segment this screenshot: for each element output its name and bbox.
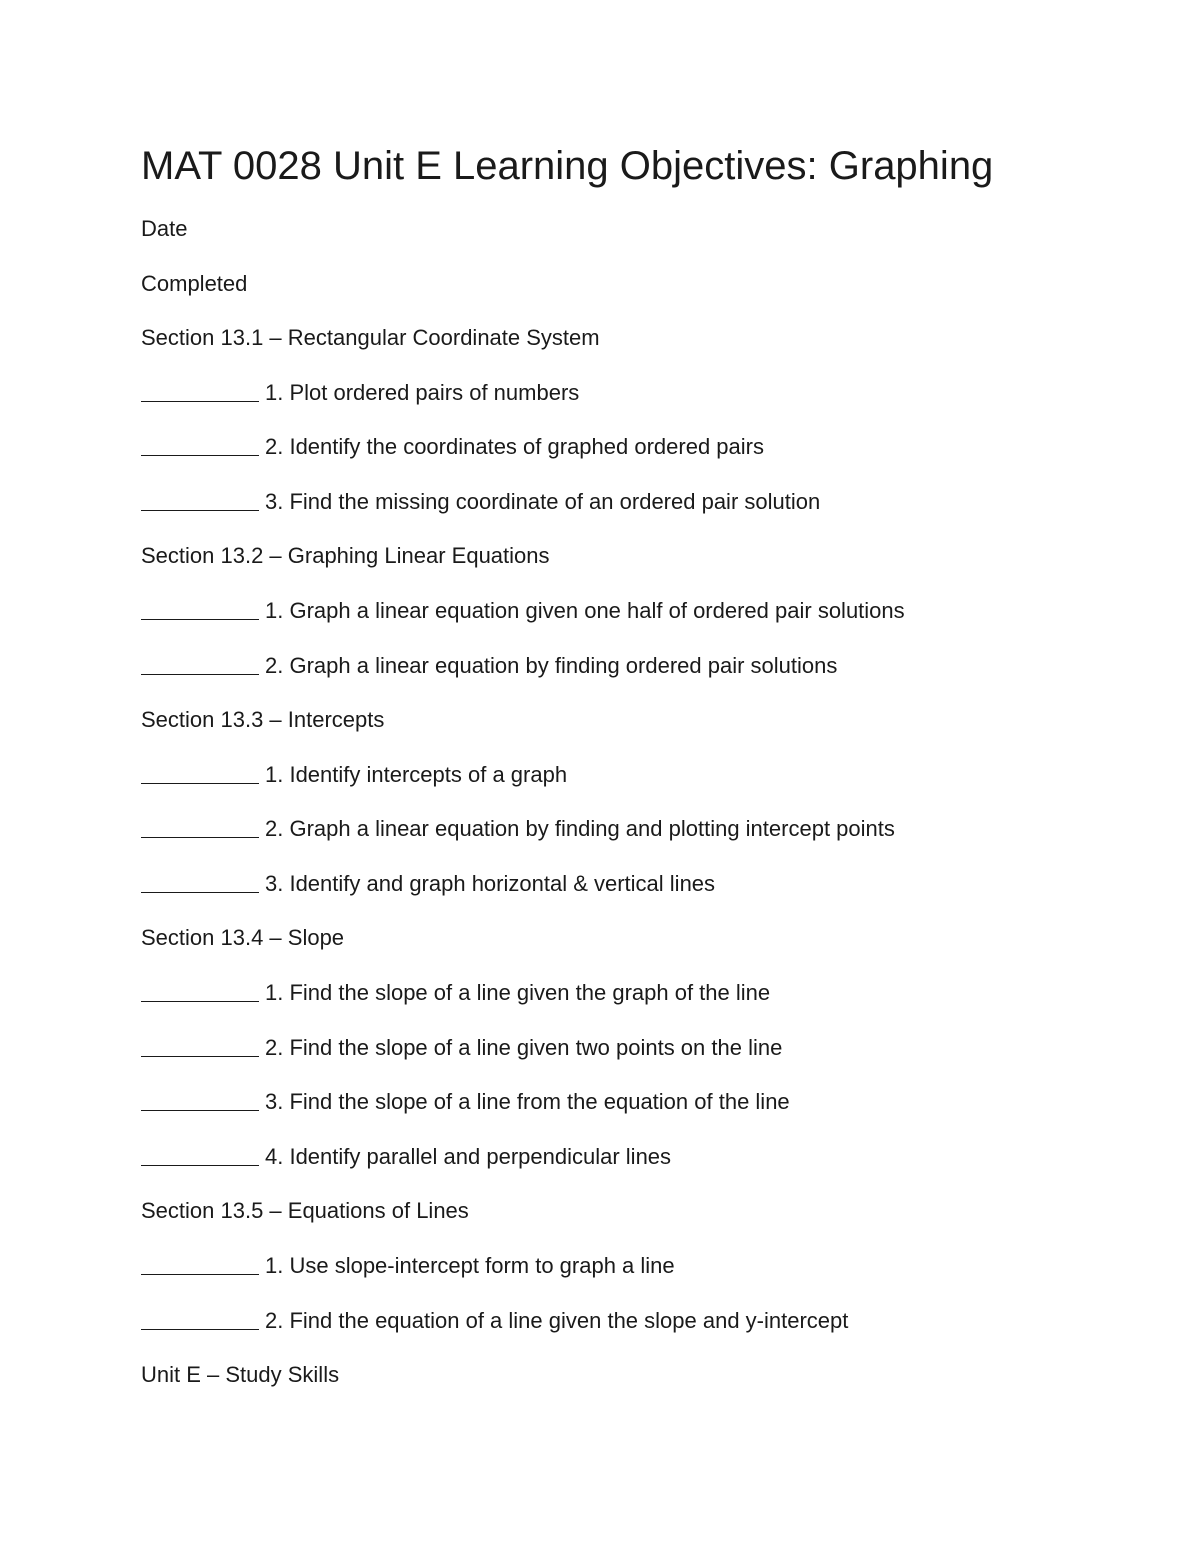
objective-item [141,487,820,517]
objective-text: 4. Identify parallel and perpendicular lines [265,1144,672,1169]
completion-blank [141,454,259,456]
objective-item [141,1033,782,1063]
objective-item [141,814,895,844]
objective-text: 3. Identify and graph horizontal & vertical lines [265,871,716,896]
completion-blank [141,782,259,784]
completion-blank [141,1164,259,1166]
section-heading: Section 13.1 – Rectangular Coordinate System [141,325,600,350]
completion-blank [141,673,259,675]
completion-blank [141,891,259,893]
objective-text: 1. Identify intercepts of a graph [265,762,568,787]
section-heading: Section 13.5 – Equations of Lines [141,1198,469,1223]
completion-blank [141,1328,259,1330]
completion-blank [141,509,259,511]
date-label: Date [141,216,188,241]
completion-blank [141,1000,259,1002]
objective-text: 3. Find the slope of a line from the equation of the line [265,1089,790,1114]
objective-text: 2. Graph a linear equation by finding ordered pair solutions [265,653,838,678]
objective-item [141,869,715,899]
objective-item [141,378,579,408]
objective-item [141,651,837,681]
objective-text: 1. Use slope-intercept form to graph a line [265,1253,675,1278]
objective-text: 2. Identify the coordinates of graphed ordered pairs [265,434,764,459]
objective-text: 1. Plot ordered pairs of numbers [265,380,580,405]
completion-blank [141,618,259,620]
objective-text: 3. Find the missing coordinate of an ordered pair solution [265,489,821,514]
objective-item [141,596,905,626]
completed-label: Completed [141,271,248,296]
objective-item [141,1142,671,1172]
objective-text: 2. Find the slope of a line given two points on the line [265,1035,783,1060]
section-heading: Section 13.4 – Slope [141,925,345,950]
objective-text: 1. Graph a linear equation given one half of ordered pair solutions [265,598,905,623]
section-heading: Section 13.2 – Graphing Linear Equations [141,543,550,568]
completion-blank [141,1109,259,1111]
objective-item [141,1251,675,1281]
document-title: MAT 0028 Unit E Learning Objectives: Graphing [141,144,994,188]
completion-blank [141,1273,259,1275]
completion-blank [141,1055,259,1057]
section-heading: Unit E – Study Skills [141,1362,340,1387]
objective-item [141,978,770,1008]
completion-blank [141,400,259,402]
objective-item [141,760,567,790]
objective-item [141,1306,848,1336]
objective-item [141,1087,790,1117]
section-heading: Section 13.3 – Intercepts [141,707,385,732]
completion-blank [141,836,259,838]
objective-text: 2. Graph a linear equation by finding and plotting intercept points [265,816,895,841]
objective-text: 1. Find the slope of a line given the graph of the line [265,980,771,1005]
objective-item [141,432,764,462]
objective-text: 2. Find the equation of a line given the slope and y-intercept [265,1308,849,1333]
